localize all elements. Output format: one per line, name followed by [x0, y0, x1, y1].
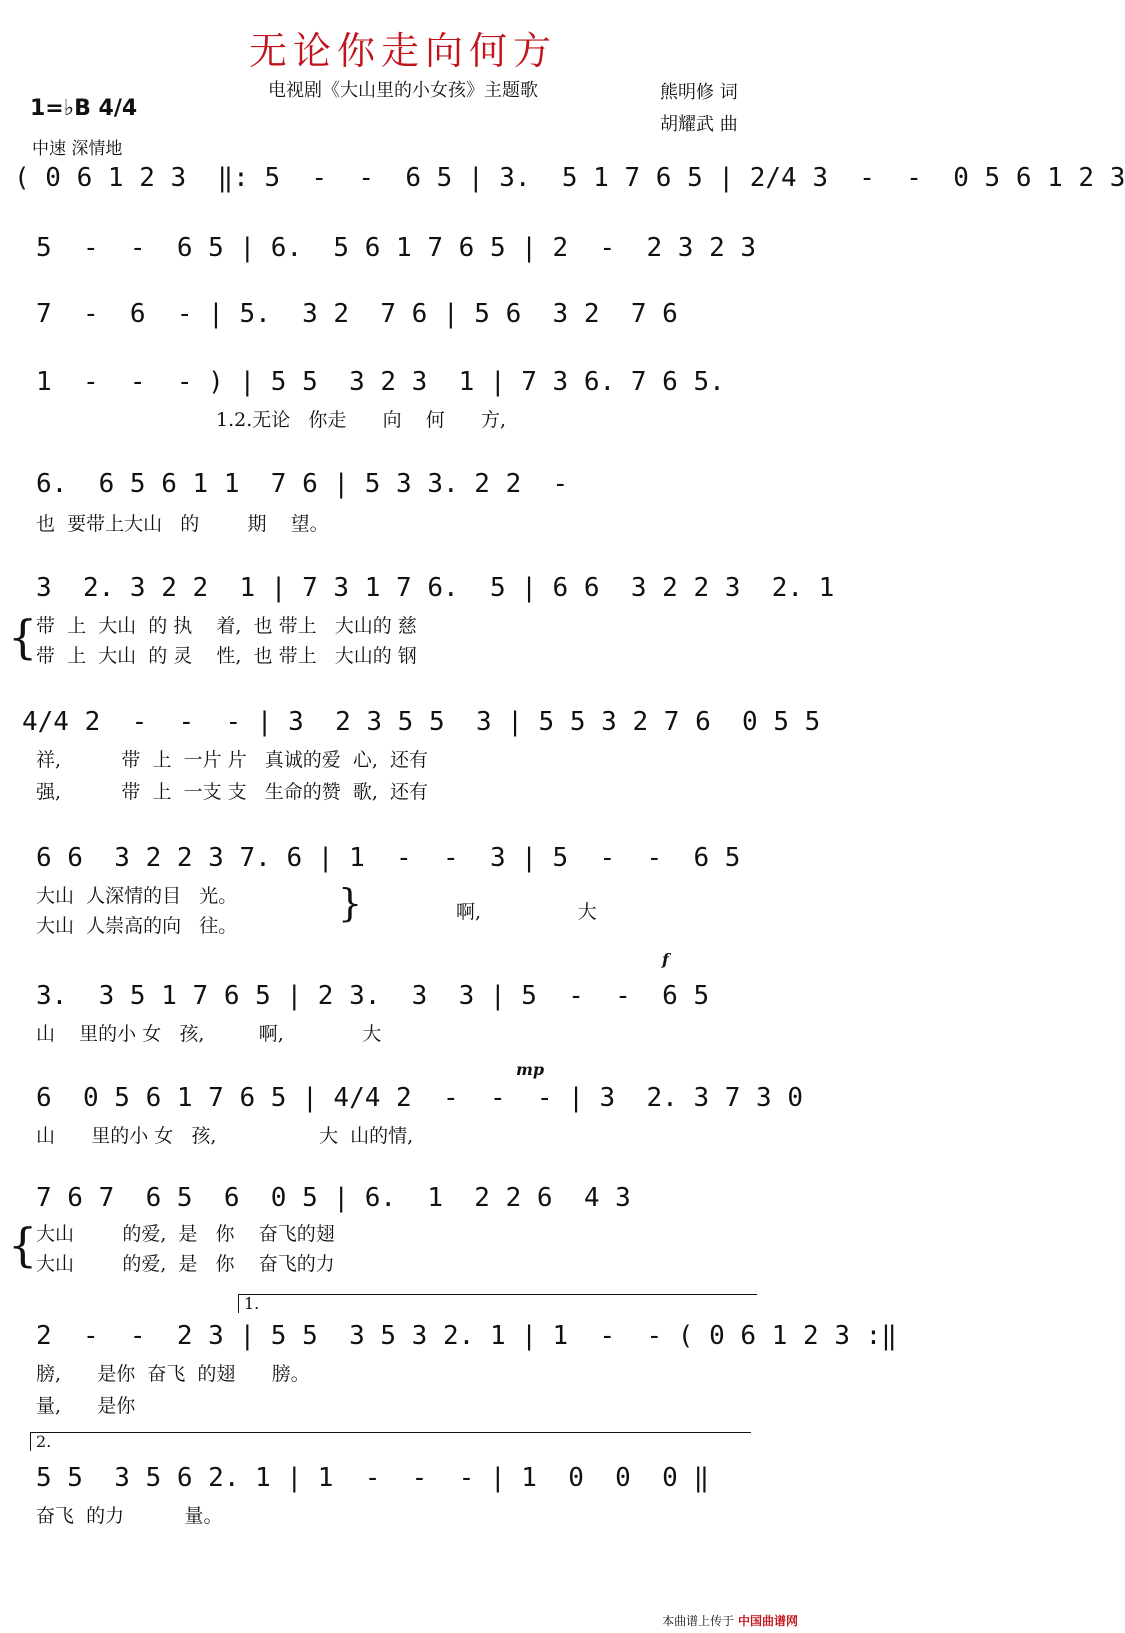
footer-prefix: 本曲谱上传于 [662, 1614, 735, 1628]
dynamic-forte: f [662, 950, 669, 969]
lyric-line-6-verse-2: 带 上 大山 的 灵 性, 也 带上 大山的 钢 [36, 645, 417, 667]
lyric-line-8-refrain: 啊, 大 [456, 901, 597, 923]
score-system-10: 6 0 5 6 1 7 6 5 | 4/4 2 - - - | 3 2. 3 7 3 0 [36, 1083, 804, 1113]
score-system-2: 5 - - 6 5 | 6. 5 6 1 7 6 5 | 2 - 2 3 2 3 [36, 233, 757, 263]
score-system-8: 6 6 3 2 2 3 7. 6 | 1 - - 3 | 5 - - 6 5 [36, 843, 741, 873]
volta-second-label: 2. [36, 1432, 52, 1451]
lyric-line-11-verse-2: 大山 的爱, 是 你 奋飞的力 [36, 1253, 335, 1275]
song-title: 无论你走向何方 [248, 29, 557, 73]
score-system-9: 3. 3 5 1 7 6 5 | 2 3. 3 3 | 5 - - 6 5 [36, 981, 710, 1011]
lyric-line-8-verse-1: 大山 人深情的目 光。 [36, 885, 238, 907]
volta-first-label: 1. [244, 1294, 260, 1313]
lyricist-credit: 熊明修 词 [660, 82, 738, 103]
lyric-line-5: 也 要带上大山 的 期 望。 [36, 513, 329, 535]
lyric-line-10: 山 里的小 女 孩, 大 山的情, [36, 1125, 414, 1147]
verse-brace: { [8, 610, 38, 664]
key-signature: 1=♭B 4/4 [30, 96, 138, 121]
verse-close-brace: } [338, 881, 363, 925]
score-system-3: 7 - 6 - | 5. 3 2 7 6 | 5 6 3 2 7 6 [36, 299, 678, 329]
score-system-12: 2 - - 2 3 | 5 5 3 5 3 2. 1 | 1 - - ( 0 6 1 2 3 :‖ [36, 1321, 897, 1351]
lyric-line-12-verse-1: 膀, 是你 奋飞 的翅 膀。 [36, 1363, 310, 1385]
dynamic-mezzo-piano: mp [516, 1060, 545, 1079]
score-system-4: 1 - - - ) | 5 5 3 2 3 1 | 7 3 6. 7 6 5. [36, 367, 725, 397]
score-system-5: 6. 6 5 6 1 1 7 6 | 5 3 3. 2 2 - [36, 469, 569, 499]
volta-first-ending-bracket [238, 1294, 757, 1313]
score-system-6: 3 2. 3 2 2 1 | 7 3 1 7 6. 5 | 6 6 3 2 2 3 2. 1 [36, 573, 835, 603]
lyric-line-13: 奋飞 的力 量。 [36, 1505, 223, 1527]
lyric-line-6-verse-1: 带 上 大山 的 执 着, 也 带上 大山的 慈 [36, 615, 417, 637]
score-system-11: 7 6 7 6 5 6 0 5 | 6. 1 2 2 6 4 3 [36, 1183, 631, 1213]
score-system-13: 5 5 3 5 6 2. 1 | 1 - - - | 1 0 0 0 ‖ [36, 1463, 710, 1493]
tempo-marking: 中速 深情地 [32, 139, 123, 159]
lyric-line-12-verse-2: 量, 是你 [36, 1395, 136, 1417]
lyric-line-7-verse-2: 强, 带 上 一支 支 生命的赞 歌, 还有 [36, 781, 428, 803]
verse-brace-2: { [8, 1218, 38, 1272]
lyric-line-9: 山 里的小 女 孩, 啊, 大 [36, 1023, 382, 1045]
site-logo-text[interactable]: 中国曲谱网 [737, 1614, 798, 1628]
lyric-line-11-verse-1: 大山 的爱, 是 你 奋飞的翅 [36, 1223, 335, 1245]
upload-footer [662, 1612, 798, 1629]
lyric-line-4: 1.2.无论 你走 向 何 方, [216, 409, 507, 431]
volta-second-ending-bracket [30, 1432, 751, 1451]
song-subtitle: 电视剧《大山里的小女孩》主题歌 [268, 80, 538, 101]
lyric-line-7-verse-1: 祥, 带 上 一片 片 真诚的爱 心, 还有 [36, 749, 428, 771]
lyric-line-8-verse-2: 大山 人崇高的向 往。 [36, 915, 238, 937]
composer-credit: 胡耀武 曲 [660, 114, 738, 135]
score-system-1: ( 0 6 1 2 3 ‖: 5 - - 6 5 | 3. 5 1 7 6 5 | 2/4 3 - - 0 5 6 1 2 3 [14, 163, 1125, 193]
score-system-7: 4/4 2 - - - | 3 2 3 5 5 3 | 5 5 3 2 7 6 0 5 5 [22, 707, 821, 737]
